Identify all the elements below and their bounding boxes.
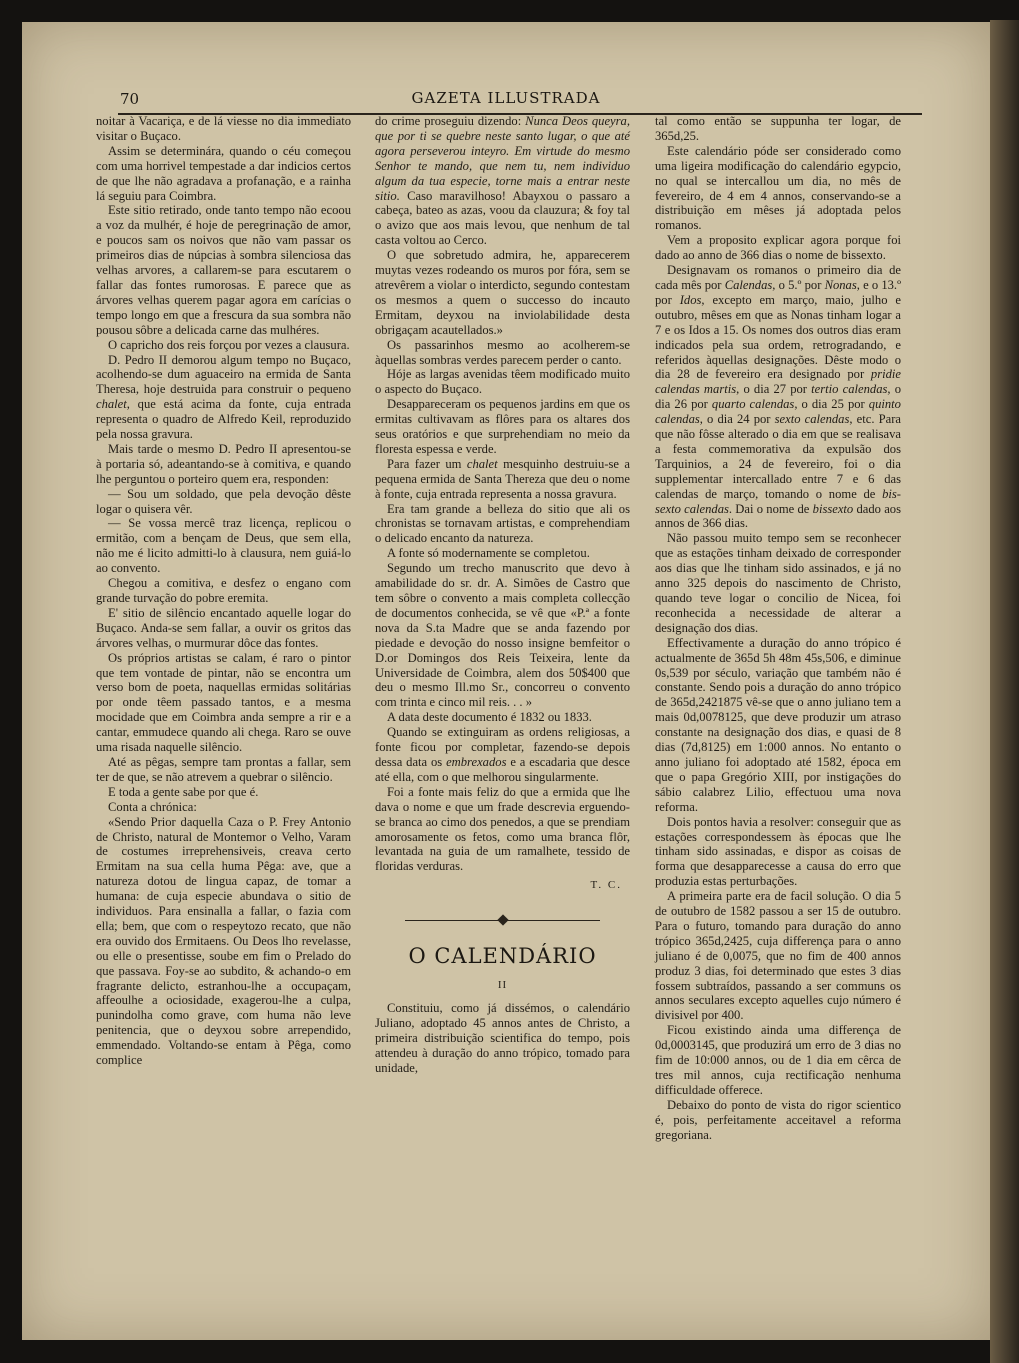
paragraph: Constituiu, como já dissémos, o calendário Juliano, adoptado 45 annos antes de Christo, a primeira distribuição scientifica do tempo, pois attendeu à duração do anno trópico, tomado para unidade, xyxy=(375,1000,630,1075)
author-signature: T. C. xyxy=(590,879,622,892)
paragraph: Este calendário póde ser considerado como uma ligeira modificação do calendário egypcio, no qual se intercallou um dia, no mês de fevereiro, de 4 em 4 annos, conservando-se a distribuição em mêses já adoptada pelos romanos. xyxy=(655,143,901,233)
paragraph: Para fazer um chalet mesquinho destruiu-se a pequena ermida de Santa Thereza que deu o nome à fonte, cuja entrada representa a nossa gravura. xyxy=(375,456,631,501)
running-head: GAZETA ILLUSTRADA xyxy=(411,89,601,107)
chronicle-quote: «Sendo Prior daquella Caza o P. Frey Antonio de Christo, natural de Montemor o Velho, Varam de costumes irreprehensiveis, creava certo Ermitam na sua cella huma Pêga: ave, que a natureza dotou de lingua capaz, de tomar a humana: de cuja especie abundava o sitio de individuos. Para ensinalla a fallar, o fazia com ella; bem, que com o respeytozo recato, que não era ouvido dos Ermitaens. Ou Deos lho revelasse, ou elle o presentisse, soube em fim o Prelado do que passava. Foy-se ao subdito, & achando-o em fragrante delicto, estranhou-lhe a occupaçam, affeoulhe a ociosidade, exagerou-lhe a culpa, punindolha como grave, com huma não leve penitencia, que o deyxou sobre arrependido, emmendado. Voltando-se entam à Pêga, como complice xyxy=(96,814,351,1068)
paragraph: Effectivamente a duração do anno trópico é actualmente de 365d 5h 48m 45s,506, e diminue 0s,539 por século, variação que também não é constante. Sendo pois a duração do anno trópico de 365d,2421875 vê-se que o anno juliano tem a mais 0d,0078125, que deve produzir um atraso constante na designação dos dias, e quasi de 8 dias (7d,8125) em 1:000 annos. No entanto o anno juliano foi adoptado até 1582, época em que o papa Gregório XIII, por instigações do sábio calabrez Lilio, effectuou uma nova reforma. xyxy=(655,635,901,814)
paragraph: Não passou muito tempo sem se reconhecer que as estações tinham deixado de corresponder aos dias que lhe tinham sido assinados, e já no anno 325 depois do nascimento de Christo, quando teve logar o concilio de Nicea, foi reconhecida a necessidade de alterar a designação dos dias. xyxy=(655,531,901,635)
paragraph: Assim se determinára, quando o céu começou com uma horrivel tempestade a dar indicios certos de que lhe não agradava a profanação, e a rainha lá seguiu para Coimbra. xyxy=(96,143,351,203)
paragraph: E toda a gente sabe por que é. xyxy=(108,784,259,799)
column-2 xyxy=(375,114,630,1075)
paragraph: Designavam os romanos o primeiro dia de cada mês por Calendas, o 5.º por Nonas, e o 13.º por Idos, excepto em março, maio, julho e outubro, mêses em que as Nonas tinham logar a 7 e os Idos a 15. Os nomes dos outros dias eram indicados pela sua ordem, retrogradando, e referidos àquellas designações. Dêste modo o dia 28 de fevereiro era designado por pridie calendas martis, o dia 27 por tertio calendas, o dia 26 por quarto calendas, o dia 25 por quinto calendas, o dia 24 por sexto calendas, etc. Para que não fôsse alterado o dia em que se realisava a festa commemorativa da expulsão dos Tarquinios, a 24 de fevereiro, foi o dia supplementar intercallado entre 7 e 6 das calendas de março, tomando o nome de bis-sexto calendas. Dai o nome de bissexto dado aos annos de 366 dias. xyxy=(655,263,901,531)
paragraph: A data deste documento é 1832 ou 1833. xyxy=(387,710,592,725)
paragraph: Os passarinhos mesmo ao acolherem-se àquellas sombras verdes parecem perder o canto. xyxy=(375,337,630,367)
section-number: II xyxy=(497,979,508,992)
paragraph: Hóje as largas avenidas têem modificado muito o aspecto do Buçaco. xyxy=(375,367,630,397)
paragraph: A primeira parte era de facil solução. O dia 5 de outubro de 1582 passou a ser 15 de outubro. Para o futuro, tomando para duração do anno trópico 365d,2425, cuja differença para o anno juliano é de 0,0075, que no fim de 400 annos produz 3 dias, foi determinado que estes 3 dias fossem subtraídos, passando a ser communs os annos seculares excepto aquelles cujo número é divisivel por 400. xyxy=(655,889,901,1023)
paragraph: Os próprios artistas se calam, é raro o pintor que tem vontade de pintar, não se encontra um verso bom de poeta, naquellas ermidas solitárias por onde têem passado tantos, e a mesma mocidade que em Coimbra anda sempre a rir e a cantar, emmudece quando ali chega. Raro se ouve uma risada naquelle silêncio. xyxy=(96,650,351,755)
diamond-ornament-icon xyxy=(497,914,508,925)
dialogue-line: — Sou um soldado, que pela devoção dêste logar o quisera vêr. xyxy=(96,486,351,516)
paragraph: Era tam grande a belleza do sitio que ali os chronistas se tornavam artistas, e comprehendiam o delicado encanto da natureza. xyxy=(375,501,630,546)
page-edge-shadow xyxy=(990,20,1019,1363)
paragraph: tal como então se suppunha ter logar, de 365d,25. xyxy=(655,114,901,143)
paragraph: O capricho dos reis forçou por vezes a clausura. xyxy=(108,337,350,352)
paragraph: Chegou a comitiva, e desfez o engano com grande turvação do pobre eremita. xyxy=(96,576,351,605)
page-number: 70 xyxy=(120,90,140,108)
paragraph: O que sobretudo admira, he, apparecerem muytas vezes rodeando os muros por fóra, sem se atrevêrem a violar o interdicto, segundo contestam os mesmos a quem o successo do incauto Ermitam, deyxou na inviolabilidade desta obrigaçam acautellados.» xyxy=(375,248,630,337)
paragraph: Dois pontos havia a resolver: conseguir que as estações correspondessem às épocas que lhe tinham sido assinadas, e dispor as coisas de forma que desapparecesse a causa do erro que produzia estas perturbações. xyxy=(655,814,901,889)
dialogue-line: — Se vossa mercê traz licença, replicou o ermitão, com a bençam de Deus, que sem ella, não me é licito admitti-lo à clausura, nem guiá-lo ao convento. xyxy=(96,516,351,576)
section-divider xyxy=(375,911,630,931)
paragraph: Mais tarde o mesmo D. Pedro II apresentou-se à portaria só, adeantando-se à comitiva, e quando lhe perguntou o porteiro quem era, responden: xyxy=(96,441,351,486)
paragraph: Conta a chrónica: xyxy=(108,799,197,814)
paragraph: Vem a proposito explicar agora porque foi dado ao anno de 366 dias o nome de bissexto. xyxy=(655,233,901,263)
paragraph: Este sitio retirado, onde tanto tempo não ecoou a voz da mulhér, é hoje de peregrinação de amor, e poucos sam os noivos que não vam passar os primeiros dias de núpcias à sombra silenciosa das velhas arvores, a callarem-se para escutarem o fallar das fontes rumorosas. E parece que as árvores velhas querem pagar agora em carícias o tempo longo em que a frescura da sua sombra não pousou sôbre a delicada carne das mulhéres. xyxy=(96,203,351,337)
paragraph: E' sitio de silêncio encantado aquelle logar do Buçaco. Anda-se sem fallar, a ouvir os gritos das árvores velhas, o murmurar dôce das fontes. xyxy=(96,605,351,650)
paragraph: Ficou existindo ainda uma differença de 0d,0003145, que produzirá um erro de 3 dias no fim de 10:000 annos, ou de 1 dia em cêrca de tres mil annos, cuja rectificação nenhuma difficuldade offerece. xyxy=(655,1023,901,1097)
section-title: O CALENDÁRIO xyxy=(408,944,597,969)
paragraph: Segundo um trecho manuscrito que devo à amabilidade do sr. dr. A. Simões de Castro que tem sôbre o convento a mais completa collecção de documentos conhecida, se vê que «P.ª a fonte nova da S.ta Madre que se anda fazendo por piedade e devoção do nosso insigne bemfeitor o D.or Domingos dos Reis Teixeira, lente da Universidade de Coimbra, alem dos 50$400 que deu o mesmo Ill.mo Sr., concorreu o convento com trinta e cinco mil reis. . . » xyxy=(375,561,630,710)
column-3 xyxy=(655,114,901,1143)
paragraph: A fonte só modernamente se completou. xyxy=(387,546,590,561)
column-1 xyxy=(96,114,351,1068)
paragraph: Debaixo do ponto de vista do rigor scientico é, pois, perfeitamente acceitavel a reforma gregoriana. xyxy=(655,1097,901,1142)
paragraph: D. Pedro II demorou algum tempo no Buçaco, acolhendo-se dum aguaceiro na ermida de Santa Theresa, hoje destruida para construir o pequeno chalet, que está acima da fonte, cuja entrada representa o quadro de Alfredo Keil, reproduzido pela nossa gravura. xyxy=(96,352,351,442)
paragraph: Desappareceram os pequenos jardins em que os ermitas cultivavam as flôres para os altares dos seus oratórios e que surprehendiam no meio da floresta espessa e verde. xyxy=(375,397,630,456)
paragraph: Foi a fonte mais feliz do que a ermida que lhe dava o nome e que um frade descrevia erguendo-se branca ao cimo dos penedos, a que se prendiam amorosamente os fetos, como uma branca flôr, levantada na guia de um ramalhete, tessido de floridas verduras. xyxy=(375,784,630,874)
paragraph: Quando se extinguiram as ordens religiosas, a fonte ficou por completar, fazendo-se depois dessa data os embrexados e a escadaria que desce até ella, com o que melhorou singularmente. xyxy=(375,725,630,784)
chronicle-quote: do crime proseguiu dizendo: Nunca Deos queyra, que por ti se quebre neste santo lugar, o que até agora perseverou inteyro. Em virtude do mesmo Senhor te mando, que nem tu, nem individuo algum da tua especie, torne mais a entrar neste sitio. Caso maravilhoso! Abayxou o passaro a cabeça, bateo as azas, voou da clauzura; & foy tal o avizo que aos mais levou, que nenhum de tal casta voltou ao Cerco. xyxy=(375,114,630,248)
paragraph: noitar à Vacariça, e de lá viesse no dia immediato visitar o Buçaco. xyxy=(96,114,351,143)
paragraph: Até as pêgas, sempre tam prontas a fallar, sem ter de que, se não atrevem a quebrar o silêncio. xyxy=(96,754,351,784)
